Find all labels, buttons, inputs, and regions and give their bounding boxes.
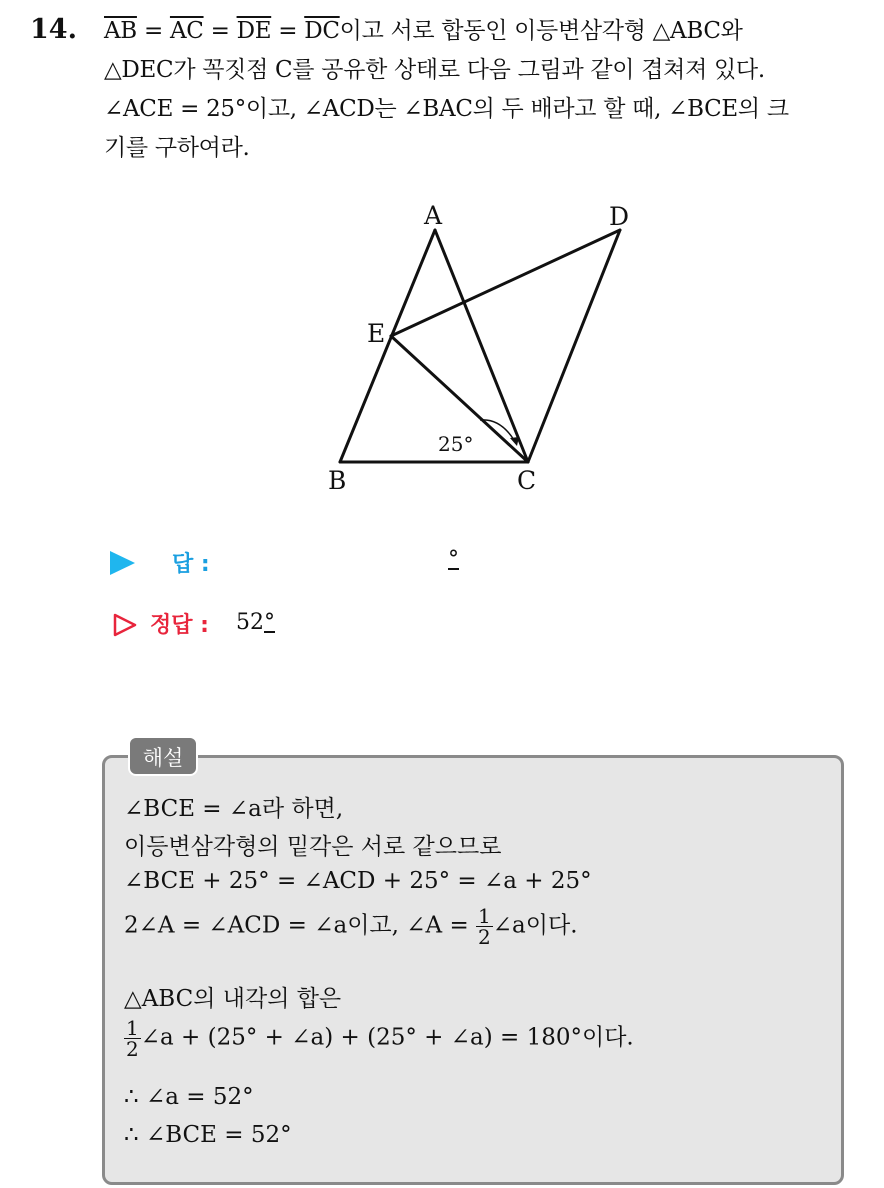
question-line-1-tail: 이고 서로 합동인 이등변삼각형 △ABC와 [339, 18, 743, 44]
segment-de: $\overline{DE}$ [236, 18, 272, 44]
segment-dc: $\overline{DC}$ [304, 18, 340, 44]
fraction-half [476, 906, 493, 947]
play-triangle-icon [110, 551, 135, 575]
solution-line-6-post: ∠a + (25° + ∠a) + (25° + ∠a) = 180°이다. [140, 1024, 634, 1051]
answer-row [108, 547, 528, 581]
correct-answer-unit: ° [264, 610, 275, 635]
answer-label: 답 : [172, 552, 210, 577]
triangle-diagram [320, 196, 650, 496]
side-ac [435, 230, 528, 462]
fraction-denominator: 2 [126, 1037, 139, 1061]
angle-label-25: 25° [438, 432, 474, 456]
solution-line-7: ∴ ∠a = 52° [124, 1084, 254, 1110]
equals-sign: = [210, 18, 230, 44]
question-text [104, 12, 874, 168]
label-a: A [424, 201, 443, 230]
fraction-numerator: 1 [126, 1016, 139, 1040]
equals-sign: = [278, 18, 298, 44]
question-line-3: ∠ACE = 25°이고, ∠ACD는 ∠BAC의 두 배라고 할 때, ∠BCE의 크 [104, 96, 789, 122]
solution-line-6 [124, 1018, 634, 1059]
question-line-2: △DEC가 꼭짓점 C를 공유한 상태로 다음 그림과 같이 겹쳐져 있다. [104, 57, 765, 83]
correct-answer-row [108, 606, 528, 642]
solution-line-1: ∠BCE = ∠a라 하면, [124, 796, 344, 822]
outline-triangle-icon [112, 612, 138, 638]
question-line-1 [104, 12, 874, 51]
equals-sign: = [143, 18, 163, 44]
segment-ab: $\overline{AB}$ [104, 18, 137, 44]
fraction-half [124, 1018, 141, 1059]
label-d: D [609, 202, 630, 231]
correct-answer-label: 정답 : [150, 613, 209, 638]
solution-line-3: ∠BCE + 25° = ∠ACD + 25° = ∠a + 25° [124, 868, 592, 894]
fraction-numerator: 1 [478, 904, 491, 928]
solution-line-2: 이등변삼각형의 밑각은 서로 같으므로 [124, 834, 502, 860]
fraction-denominator: 2 [478, 925, 491, 949]
answer-blank[interactable]: ° [448, 547, 459, 572]
correct-answer-number: 52 [236, 610, 264, 635]
label-e: E [367, 319, 386, 348]
geometry-figure [320, 196, 650, 496]
solution-line-4 [124, 906, 578, 947]
solution-line-8: ∴ ∠BCE = 52° [124, 1122, 292, 1148]
solution-line-5: △ABC의 내각의 합은 [124, 986, 342, 1012]
question-line-4: 기를 구하여라. [104, 135, 250, 161]
correct-answer-value [236, 610, 275, 635]
side-ab [340, 230, 435, 462]
label-c: C [517, 466, 537, 495]
question-number: 14. [30, 14, 77, 45]
segment-ac: $\overline{AC}$ [169, 18, 204, 44]
solution-tab: 해설 [128, 736, 198, 776]
label-b: B [328, 466, 347, 495]
solution-line-4-post: ∠a이다. [492, 912, 578, 939]
solution-line-4-pre: 2∠A = ∠ACD = ∠a이고, ∠A = [124, 912, 469, 939]
